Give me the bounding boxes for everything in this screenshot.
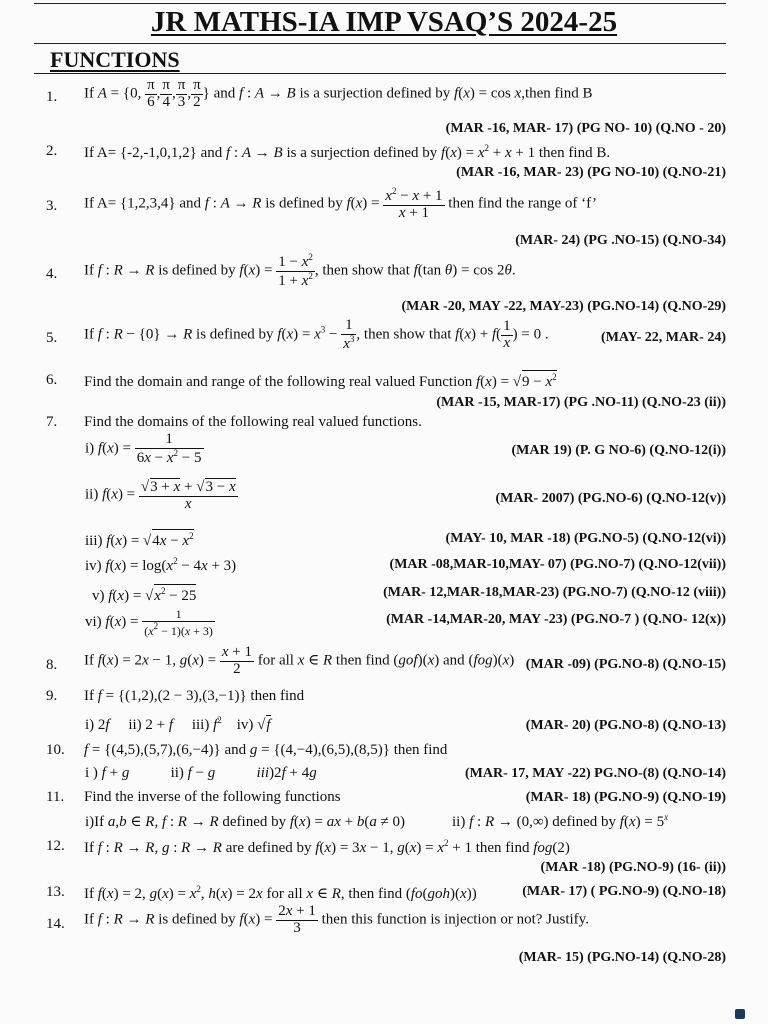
reference-3: (MAR- 24) (PG .NO-15) (Q.NO-34) (515, 233, 726, 248)
question-number-9: 9. (46, 688, 58, 704)
reference-5: (MAY- 22, MAR- 24) (601, 330, 726, 345)
question-7-part-iii: iii) $f(x) = √4x - x^2$ (85, 531, 194, 549)
reference-8: (MAR -09) (PG.NO-8) (Q.NO-15) (525, 657, 726, 672)
reference-2: (MAR -16, MAR- 23) (PG NO-10) (Q.NO-21) (456, 165, 726, 180)
question-number-12: 12. (46, 838, 65, 854)
question-14: If f : R → R is defined by f(x) = $\frac{2x + 1}{3}$ then this function is injection or not? Justify. (84, 903, 589, 936)
question-7-part-i: i) f(x) = $\frac{1}{6x - x^2 - 5}$ (85, 431, 202, 466)
reference-9: (MAR- 20) (PG.NO-8) (Q.NO-13) (525, 718, 726, 733)
question-number-13: 13. (46, 884, 65, 900)
reference-12: (MAR -18) (PG.NO-9) (16- (ii)) (540, 860, 726, 875)
question-2: If A= {-2,-1,0,1,2} and f : A → B is a surjection defined by $f(x) = x^2 + x + 1$ then find B. (84, 143, 611, 161)
question-7: Find the domains of the following real valued functions. (84, 414, 422, 430)
question-11: Find the inverse of the following functions (84, 789, 341, 805)
reference-7i: (MAR 19) (P. G NO-6) (Q.NO-12(i)) (511, 443, 726, 458)
question-number-7: 7. (46, 414, 58, 430)
question-number-5: 5. (46, 330, 58, 346)
question-3: If A= {1,2,3,4} and f : A → R is defined by f(x) = $\frac{x^2 - x + 1}{x + 1}$ then find the range of ‘f’ (84, 186, 597, 221)
question-8: If f(x) = 2x − 1, g(x) = $\frac{x + 1}{2}$ for all x ∈ R then find (gof)(x) and (fog)(x) (84, 644, 515, 677)
reference-7iv: (MAR -08,MAR-10,MAY- 07) (PG.NO-7) (Q.NO-12(vii)) (389, 557, 726, 572)
question-number-3: 3. (46, 198, 58, 214)
question-10: f = {(4,5),(5,7),(6,−4)} and g = {(4,−4),(6,5),(8,5)} then find (84, 742, 448, 758)
title-rule (34, 43, 726, 44)
question-13: If f(x) = 2, $g(x) = x^2$, h(x) = 2x for all x ∈ R, then find (fo(goh)(x)) (84, 884, 477, 902)
question-9-parts: i) 2f ii) 2 + f iii) $f^2$ iv) √f (85, 715, 271, 733)
reference-13: (MAR- 17) ( PG.NO-9) (Q.NO-18) (522, 884, 726, 899)
question-7-part-ii: ii) f(x) = $\frac{√3 + x + √3 - x}{x}$ (85, 479, 236, 512)
question-5: If f : R − {0} → R is defined by $f(x) = x^3$ − $\frac{1}{x^3}$ , then show that f(x) + f( $\frac{1}{x}$ ) = 0 . (84, 317, 549, 352)
question-number-8: 8. (46, 657, 58, 673)
reference-11: (MAR- 18) (PG.NO-9) (Q.NO-19) (525, 790, 726, 805)
reference-7ii: (MAR- 2007) (PG.NO-6) (Q.NO-12(v)) (495, 491, 726, 506)
question-1: If A = {0, $\frac{\pi}{6}$ , $\frac{\pi}{4}$ , $\frac{\pi}{3}$ , $\frac{\pi}{2}$ } and f : A → B is a surjection defined by f(x) = cos x,then find B (84, 77, 593, 110)
question-7-part-iv: iv) $f(x) = \log(x^2 - 4x + 3)$ (85, 556, 237, 574)
question-number-6: 6. (46, 372, 58, 388)
question-number-1: 1. (46, 89, 58, 105)
top-rule (34, 3, 726, 4)
question-number-14: 14. (46, 916, 65, 932)
question-10-parts: i ) f + g ii) f − g iii)2f + 4g (85, 765, 317, 781)
reference-7vi: (MAR -14,MAR-20, MAY -23) (PG.NO-7 ) (Q.NO- 12(x)) (386, 612, 726, 627)
question-number-2: 2. (46, 143, 58, 159)
question-number-11: 11. (46, 789, 65, 805)
page-title: JR MATHS-IA IMP VSAQ’S 2024-25 (150, 6, 618, 38)
reference-14: (MAR- 15) (PG.NO-14) (Q.NO-28) (518, 950, 726, 965)
reference-4: (MAR -20, MAY -22, MAY-23) (PG.NO-14) (Q.NO-29) (401, 299, 726, 314)
question-12: If f : R → R, g : R → R are defined by f(x) = 3x − 1, $g(x) = x^2 + 1$ then find fog(2) (84, 838, 570, 856)
reference-7v: (MAR- 12,MAR-18,MAR-23) (PG.NO-7) (Q.NO-12 (viii)) (383, 585, 726, 600)
reference-10: (MAR- 17, MAY -22) PG.NO-(8) (Q.NO-14) (464, 766, 726, 781)
viewer-corner-icon[interactable] (735, 1009, 745, 1019)
question-7-part-vi: vi) f(x) = $\frac{1}{(x^2 - 1)(x + 3)}$ (85, 607, 213, 638)
reference-6: (MAR -15, MAR-17) (PG .NO-11) (Q.NO-23 (ii)) (436, 395, 726, 410)
question-4: If f : R → R is defined by f(x) = $\frac{1 - x^2}{1 + x^2}$ , then show that f(tan θ) = cos 2θ. (84, 252, 516, 289)
reference-1: (MAR -16, MAR- 17) (PG NO- 10) (Q.NO - 20) (445, 121, 726, 136)
section-heading: FUNCTIONS (50, 47, 180, 72)
reference-7iii: (MAY- 10, MAR -18) (PG.NO-5) (Q.NO-12(vi)) (445, 531, 726, 546)
question-11-part-i: i)If a,b ∈ R, f : R → R defined by f(x) = ax + b(a ≠ 0) (85, 814, 406, 830)
question-number-4: 4. (46, 266, 58, 282)
question-7-part-v: v) $f(x) = √x^2 - 25$ (92, 586, 197, 604)
section-rule (34, 73, 726, 74)
question-9: If f = {(1,2),(2 − 3),(3,−1)} then find (84, 688, 305, 704)
question-6: Find the domain and range of the following real valued Function $f(x) = √9 - x^2$ (84, 372, 557, 390)
question-number-10: 10. (46, 742, 65, 758)
question-11-part-ii: ii) f : R → (0,∞) defined by $f(x) = 5^x$ (452, 812, 669, 830)
